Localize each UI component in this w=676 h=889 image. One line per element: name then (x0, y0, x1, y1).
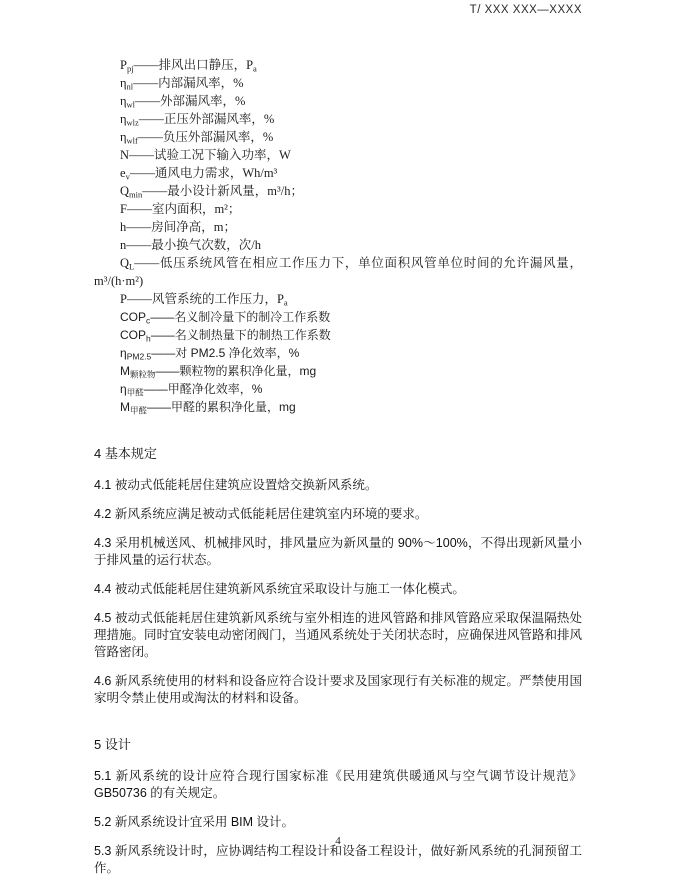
definition-line: $\eta_{wl}——$外部漏风率，% (120, 94, 246, 110)
definition-line: P——风管系统的工作压力，$P_a$ (120, 292, 288, 308)
definition-line: F——室内面积，m²； (120, 202, 241, 216)
definition-line: $COP_h——$名义制热量下的制热工作系数 (120, 328, 331, 344)
definitions-list (94, 56, 582, 416)
definition-line: $e_v——$通风电力需求，Wh/m³ (120, 166, 278, 182)
definition-line: $\eta_{wlf}——$负压外部漏风率，% (120, 130, 274, 146)
symbol-subscript: wl (126, 99, 136, 110)
document-section (94, 445, 582, 707)
symbol-subscript: pj (126, 63, 134, 74)
definition-line: $Q_{min}——$最小设计新风量，m³/h； (120, 184, 303, 200)
symbol-subscript: 颗粒物 (130, 369, 156, 380)
symbol-subscript: wlf (126, 135, 138, 146)
clause-paragraph: 4.2 新风系统应满足被动式低能耗居住建筑室内环境的要求。 (94, 507, 428, 521)
definition-line: $\eta_{PM2.5}——$对 PM2.5 净化效率，% (120, 346, 300, 362)
definition-line: $M_{颗粒物}——$颗粒物的累积净化量，mg (120, 364, 317, 380)
definition-line: $\eta_{wlz}——$正压外部漏风率，% (120, 112, 275, 128)
clause-paragraph: 4.3 采用机械送风、机械排风时，排风量应为新风量的 90%～100%，不得出现新风量小于排风量的运行状态。 (94, 536, 582, 567)
definition-line: $Q_L——$低压系统风管在相应工作压力下，单位面积风管单位时间的允许漏风量，m³/(h·m²) (94, 256, 582, 288)
document-content (94, 56, 582, 889)
definition-line: $P_{pj}——$排风出口静压，$P_a$ (120, 58, 257, 74)
section-title: 5 设计 (94, 737, 131, 752)
symbol-subscript: a (283, 297, 288, 308)
sections-container (94, 445, 582, 877)
symbol-subscript: nl (126, 81, 134, 92)
symbol-subscript: wlz (126, 117, 139, 128)
definition-line: $\eta_{甲醛}——$甲醛净化效率，% (120, 382, 263, 398)
clause-paragraph: 4.6 新风系统使用的材料和设备应符合设计要求及国家现行有关标准的规定。严禁使用国家明令禁止使用或淘汰的材料和设备。 (94, 674, 582, 705)
page-number: 4 (335, 835, 341, 847)
symbol-subscript: 甲醛 (126, 387, 144, 398)
definition-line: $COP_c——$名义制冷量下的制冷工作系数 (120, 310, 331, 326)
clause-paragraph: 5.2 新风系统设计宜采用 BIM 设计。 (94, 815, 295, 829)
symbol-subscript: h (146, 333, 151, 344)
symbol-subscript: a (253, 63, 257, 74)
page-header-doc-code: T/ XXX XXX—XXXX (469, 4, 582, 16)
clause-paragraph: 4.5 被动式低能耗居住建筑新风系统与室外相连的进风管路和排风管路应采取保温隔热处理措施。同时宜安装电动密闭阀门，当通风系统处于关闭状态时，应确保进风管路和排风管路密闭。 (94, 611, 582, 659)
clause-paragraph: 4.1 被动式低能耗居住建筑应设置焓交换新风系统。 (94, 478, 378, 492)
definition-line: $\eta_{nl}——$内部漏风率，% (120, 76, 244, 92)
symbol-subscript: PM2.5 (126, 351, 152, 362)
clause-paragraph: 4.4 被动式低能耗居住建筑新风系统宜采取设计与施工一体化模式。 (94, 582, 465, 596)
symbol-subscript: c (146, 315, 151, 326)
symbol-subscript: min (129, 189, 143, 200)
definition-line: n——最小换气次数，次/h (120, 238, 261, 252)
symbol-subscript: v (125, 171, 130, 182)
document-section (94, 736, 582, 877)
clause-paragraph: 5.1 新风系统的设计应符合现行国家标准《民用建筑供暖通风与空气调节设计规范》GB50736 的有关规定。 (94, 769, 582, 800)
clause-paragraph: 5.3 新风系统设计时，应协调结构工程设计和设备工程设计，做好新风系统的孔洞预留工作。 (94, 844, 582, 875)
definition-line: h——房间净高，m； (120, 220, 236, 234)
symbol-subscript: 甲醛 (130, 405, 148, 416)
definition-line: N——试验工况下输入功率，W (120, 148, 291, 162)
symbol-subscript: L (129, 261, 135, 272)
definition-line: $M_{甲醛}——$甲醛的累积净化量，mg (120, 400, 296, 416)
section-title: 4 基本规定 (94, 446, 157, 461)
